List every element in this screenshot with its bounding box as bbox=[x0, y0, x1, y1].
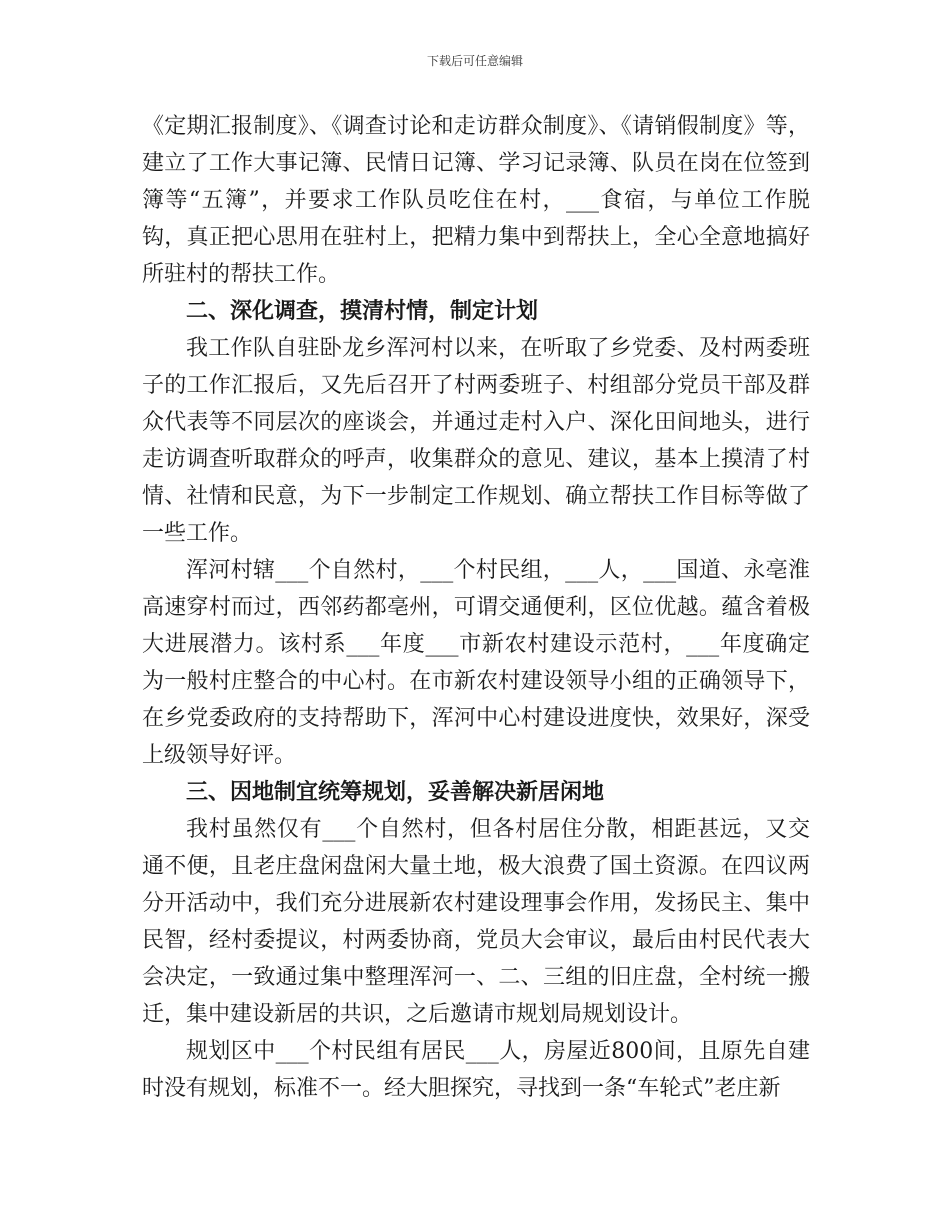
section-heading-3: 三、因地制宜统筹规划，妥善解决新居闲地 bbox=[186, 780, 605, 805]
page-header: 下载后可任意编辑 bbox=[426, 54, 523, 68]
paragraph-1: 《定期汇报制度》、《调查讨论和走访群众制度》、《请销假制度》等，建立了工作大事记簿、民情日记簿、学习记录簿、队员在岗在位签到簿等“五簿”，并要求工作队员吃住在村，___食宿，与单位工作脱钩，真正把心思用在驻村上，把精力集中到帮扶上，全心全意地搞好所驻村的帮扶工作。 bbox=[142, 114, 810, 287]
document-body bbox=[142, 108, 810, 1107]
paragraph-5: 规划区中___个村民组有居民___人，房屋近800间，且原先自建时没有规划，标准不一。经大胆探究，寻找到一条“车轮式”老庄新 bbox=[142, 1039, 810, 1101]
paragraph-3: 浑河村辖___个自然村，___个村民组，___人，___国道、永亳淮高速穿村而过，西邻药都亳州，可谓交通便利，区位优越。蕴含着极大进展潜力。该村系___年度___市新农村建设示范村，___年度确定为一般村庄整合的中心村。在市新农村建设领导小组的正确领导下，在乡党委政府的支持帮助下，浑河中心村建设进度快，效果好，深受上级领导好评。 bbox=[142, 558, 810, 768]
paragraph-2: 我工作队自驻卧龙乡浑河村以来，在听取了乡党委、及村两委班子的工作汇报后，又先后召开了村两委班子、村组部分党员干部及群众代表等不同层次的座谈会，并通过走村入户、深化田间地头，进行走访调查听取群众的呼声，收集群众的意见、建议，基本上摸清了村情、社情和民意，为下一步制定工作规划、确立帮扶工作目标等做了一些工作。 bbox=[142, 336, 810, 546]
section-heading-2: 二、深化调查，摸清村情，制定计划 bbox=[186, 299, 539, 324]
paragraph-4: 我村虽然仅有___个自然村，但各村居住分散，相距甚远，又交通不便，且老庄盘闲盘闲大量土地，极大浪费了国土资源。在四议两分开活动中，我们充分进展新农村建设理事会作用，发扬民主、集中民智，经村委提议，村两委协商，党员大会审议，最后由村民代表大会决定，一致通过集中整理浑河一、二、三组的旧庄盘，全村统一搬迁，集中建设新居的共识，之后邀请市规划局规划设计。 bbox=[142, 817, 810, 1027]
